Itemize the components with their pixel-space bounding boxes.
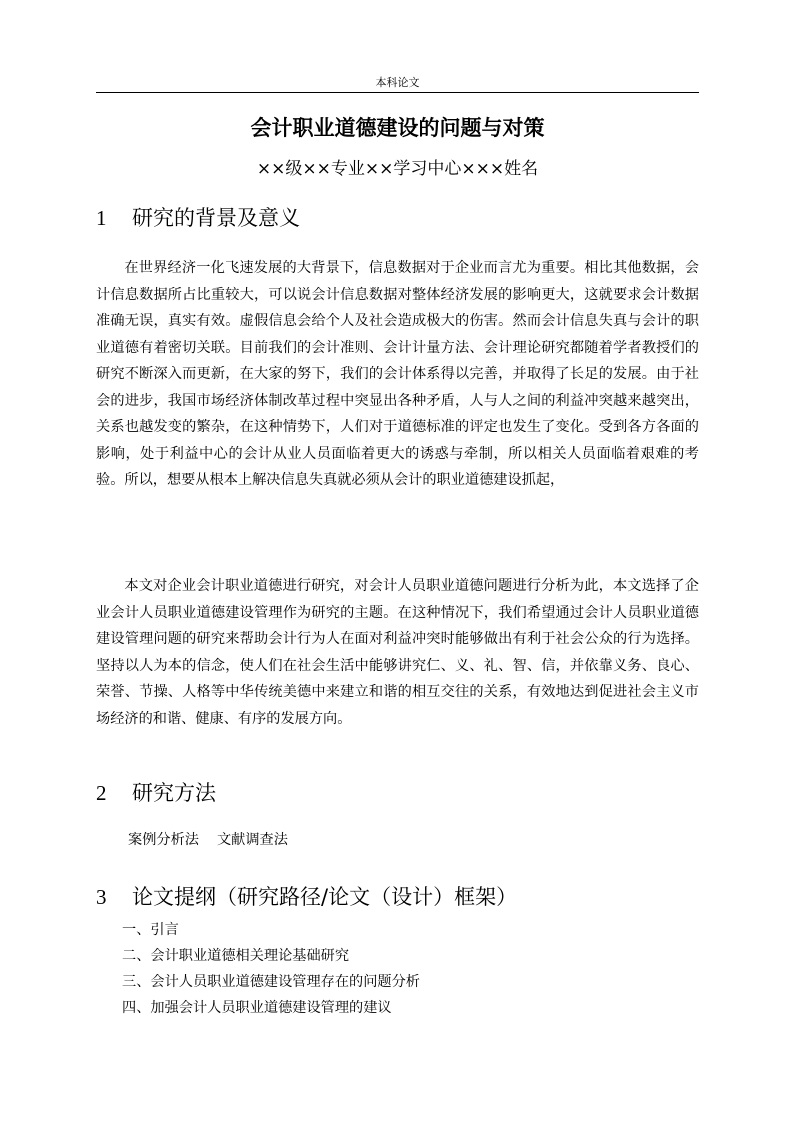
section-title: 研究的背景及意义 (132, 206, 300, 230)
section-title: 研究方法 (132, 781, 216, 805)
outline-list (122, 917, 420, 1021)
page-header (96, 74, 699, 93)
outline-item: 三、会计人员职业道德建设管理存在的问题分析 (122, 974, 420, 990)
section-1-heading (96, 202, 300, 234)
author-line: ××级××专业××学习中心×××姓名 (256, 159, 539, 179)
section-title: 论文提纲（研究路径/论文（设计）框架） (132, 885, 518, 909)
outline-item: 一、引言 (122, 922, 179, 938)
outline-item: 二、会计职业道德相关理论基础研究 (122, 948, 350, 964)
section-1-paragraph-1: 在世界经济一化飞速发展的大背景下，信息数据对于企业而言尤为重要。相比其他数据，会计信息数据所占比重较大，可以说会计信息数据对整体经济发展的影响更大，这就要求会计数据准确无误，真实有效。虚假信息会给个人及社会造成极大的伤害。然而会计信息失真与会计的职业道德有着密切关联。目前我们的会计准则、会计计量方法、会计理论研究都随着学者教授们的研究不断深入而更新，在大家的努下，我们的会计体系得以完善，并取得了长足的发展。由于社会的进步，我国市场经济体制改革过程中突显出各种矛盾，人与人之间的利益冲突越来越突出，关系也越发变的繁杂，在这种情势下，人们对于道德标准的评定也发生了变化。受到各方各面的影响，处于利益中心的会计从业人员面临着更大的诱惑与牵制，所以相关人员面临着艰难的考验。所以，想要从根本上解决信息失真就必须从会计的职业道德建设抓起， (96, 260, 699, 488)
section-1-paragraph-2: 本文对企业会计职业道德进行研究，对会计人员职业道德问题进行分析为此，本文选择了企业会计人员职业道德建设管理作为研究的主题。在这种情况下，我们希望通过会计人员职业道德建设管理问题的研究来帮助会计行为人在面对利益冲突时能够做出有利于社会公众的行为选择。坚持以人为本的信念，使人们在社会生活中能够讲究仁、义、礼、智、信，并依靠义务、良心、荣誉、节操、人格等中华传统美德中来建立和谐的相互交往的关系，有效地达到促进社会主义市场经济的和谐、健康、有序的发展方向。 (96, 578, 699, 727)
research-methods: 案例分析法 文献调查法 (128, 832, 288, 848)
section-2-heading (96, 777, 216, 809)
header-label: 本科论文 (375, 76, 420, 89)
section-3-heading (96, 881, 517, 913)
section-number: 2 (96, 781, 107, 805)
paper-title: 会计职业道德建设的问题与对策 (250, 116, 545, 140)
section-number: 1 (96, 206, 107, 230)
section-number: 3 (96, 885, 107, 909)
outline-item: 四、加强会计人员职业道德建设管理的建议 (122, 1000, 392, 1016)
